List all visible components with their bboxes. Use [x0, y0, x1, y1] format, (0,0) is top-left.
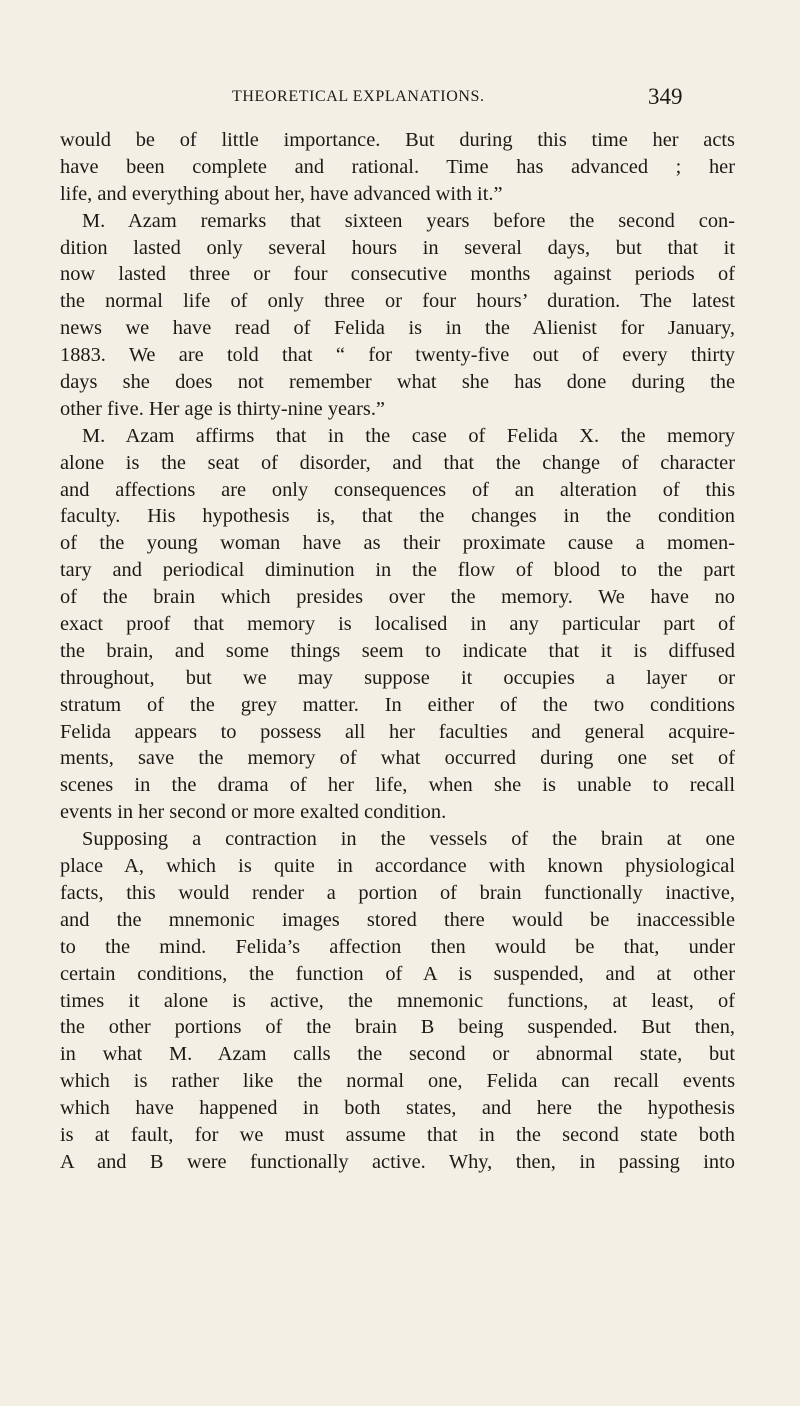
text-line: events in her second or more exalted condition.: [60, 801, 447, 824]
text-line: Supposing a contraction in the vessels of the brain at one: [82, 828, 735, 851]
text-line: 1883. We are told that “ for twenty-five out of every thirty: [60, 344, 735, 367]
text-line: days she does not remember what she has done during the: [60, 371, 735, 394]
text-line: throughout, but we may suppose it occupies a layer or: [60, 666, 735, 689]
text-line: in what M. Azam calls the second or abnormal state, but: [60, 1043, 735, 1066]
text-line: news we have read of Felida is in the Alienist for January,: [60, 317, 735, 340]
text-line: stratum of the grey matter. In either of the two conditions: [60, 693, 735, 716]
page-number: 349: [648, 84, 683, 109]
text-line: of the brain which presides over the memory. We have no: [60, 586, 735, 609]
text-line: faculty. His hypothesis is, that the changes in the condition: [60, 505, 735, 528]
text-line: A and B were functionally active. Why, then, in passing into: [60, 1150, 735, 1173]
text-line: which have happened in both states, and here the hypothesis: [60, 1097, 735, 1120]
text-line: alone is the seat of disorder, and that the change of character: [60, 451, 735, 474]
text-line: times it alone is active, the mnemonic functions, at least, of: [60, 989, 735, 1012]
text-line: is at fault, for we must assume that in the second state both: [60, 1123, 735, 1146]
text-line: M. Azam remarks that sixteen years before the second con-: [82, 209, 735, 232]
text-line: M. Azam affirms that in the case of Felida X. the memory: [82, 424, 735, 447]
text-line: dition lasted only several hours in several days, but that it: [60, 236, 735, 259]
text-line: Felida appears to possess all her faculties and general acquire-: [60, 720, 735, 743]
text-line: to the mind. Felida’s affection then would be that, under: [60, 935, 735, 958]
text-line: certain conditions, the function of A is suspended, and at other: [60, 962, 735, 985]
text-line: which is rather like the normal one, Felida can recall events: [60, 1070, 735, 1093]
text-line: now lasted three or four consecutive months against periods of: [60, 263, 735, 286]
page-header: [0, 84, 800, 118]
text-line: other five. Her age is thirty-nine years.”: [60, 397, 385, 420]
text-line: scenes in the drama of her life, when she is unable to recall: [60, 774, 735, 797]
text-line: ments, save the memory of what occurred during one set of: [60, 747, 735, 770]
text-line: facts, this would render a portion of brain functionally inactive,: [60, 881, 735, 904]
text-line: would be of little importance. But during this time her acts: [60, 129, 735, 151]
running-head: THEORETICAL EXPLANATIONS.: [232, 88, 485, 105]
text-line: and the mnemonic images stored there would be inaccessible: [60, 908, 735, 931]
text-line: have been complete and rational. Time has advanced ; her: [60, 155, 735, 178]
text-line: of the young woman have as their proximate cause a momen-: [60, 532, 735, 555]
text-line: tary and periodical diminution in the flow of blood to the part: [60, 559, 735, 582]
text-line: exact proof that memory is localised in any particular part of: [60, 613, 735, 636]
text-line: and affections are only consequences of an alteration of this: [60, 478, 735, 501]
text-line: the normal life of only three or four hours’ duration. The latest: [60, 290, 735, 313]
text-line: the other portions of the brain B being suspended. But then,: [60, 1016, 735, 1039]
text-line: place A, which is quite in accordance with known physiological: [60, 855, 735, 878]
text-line: the brain, and some things seem to indicate that it is diffused: [60, 639, 735, 662]
text-line: life, and everything about her, have advanced with it.”: [60, 182, 503, 205]
body-text: [60, 127, 735, 1176]
